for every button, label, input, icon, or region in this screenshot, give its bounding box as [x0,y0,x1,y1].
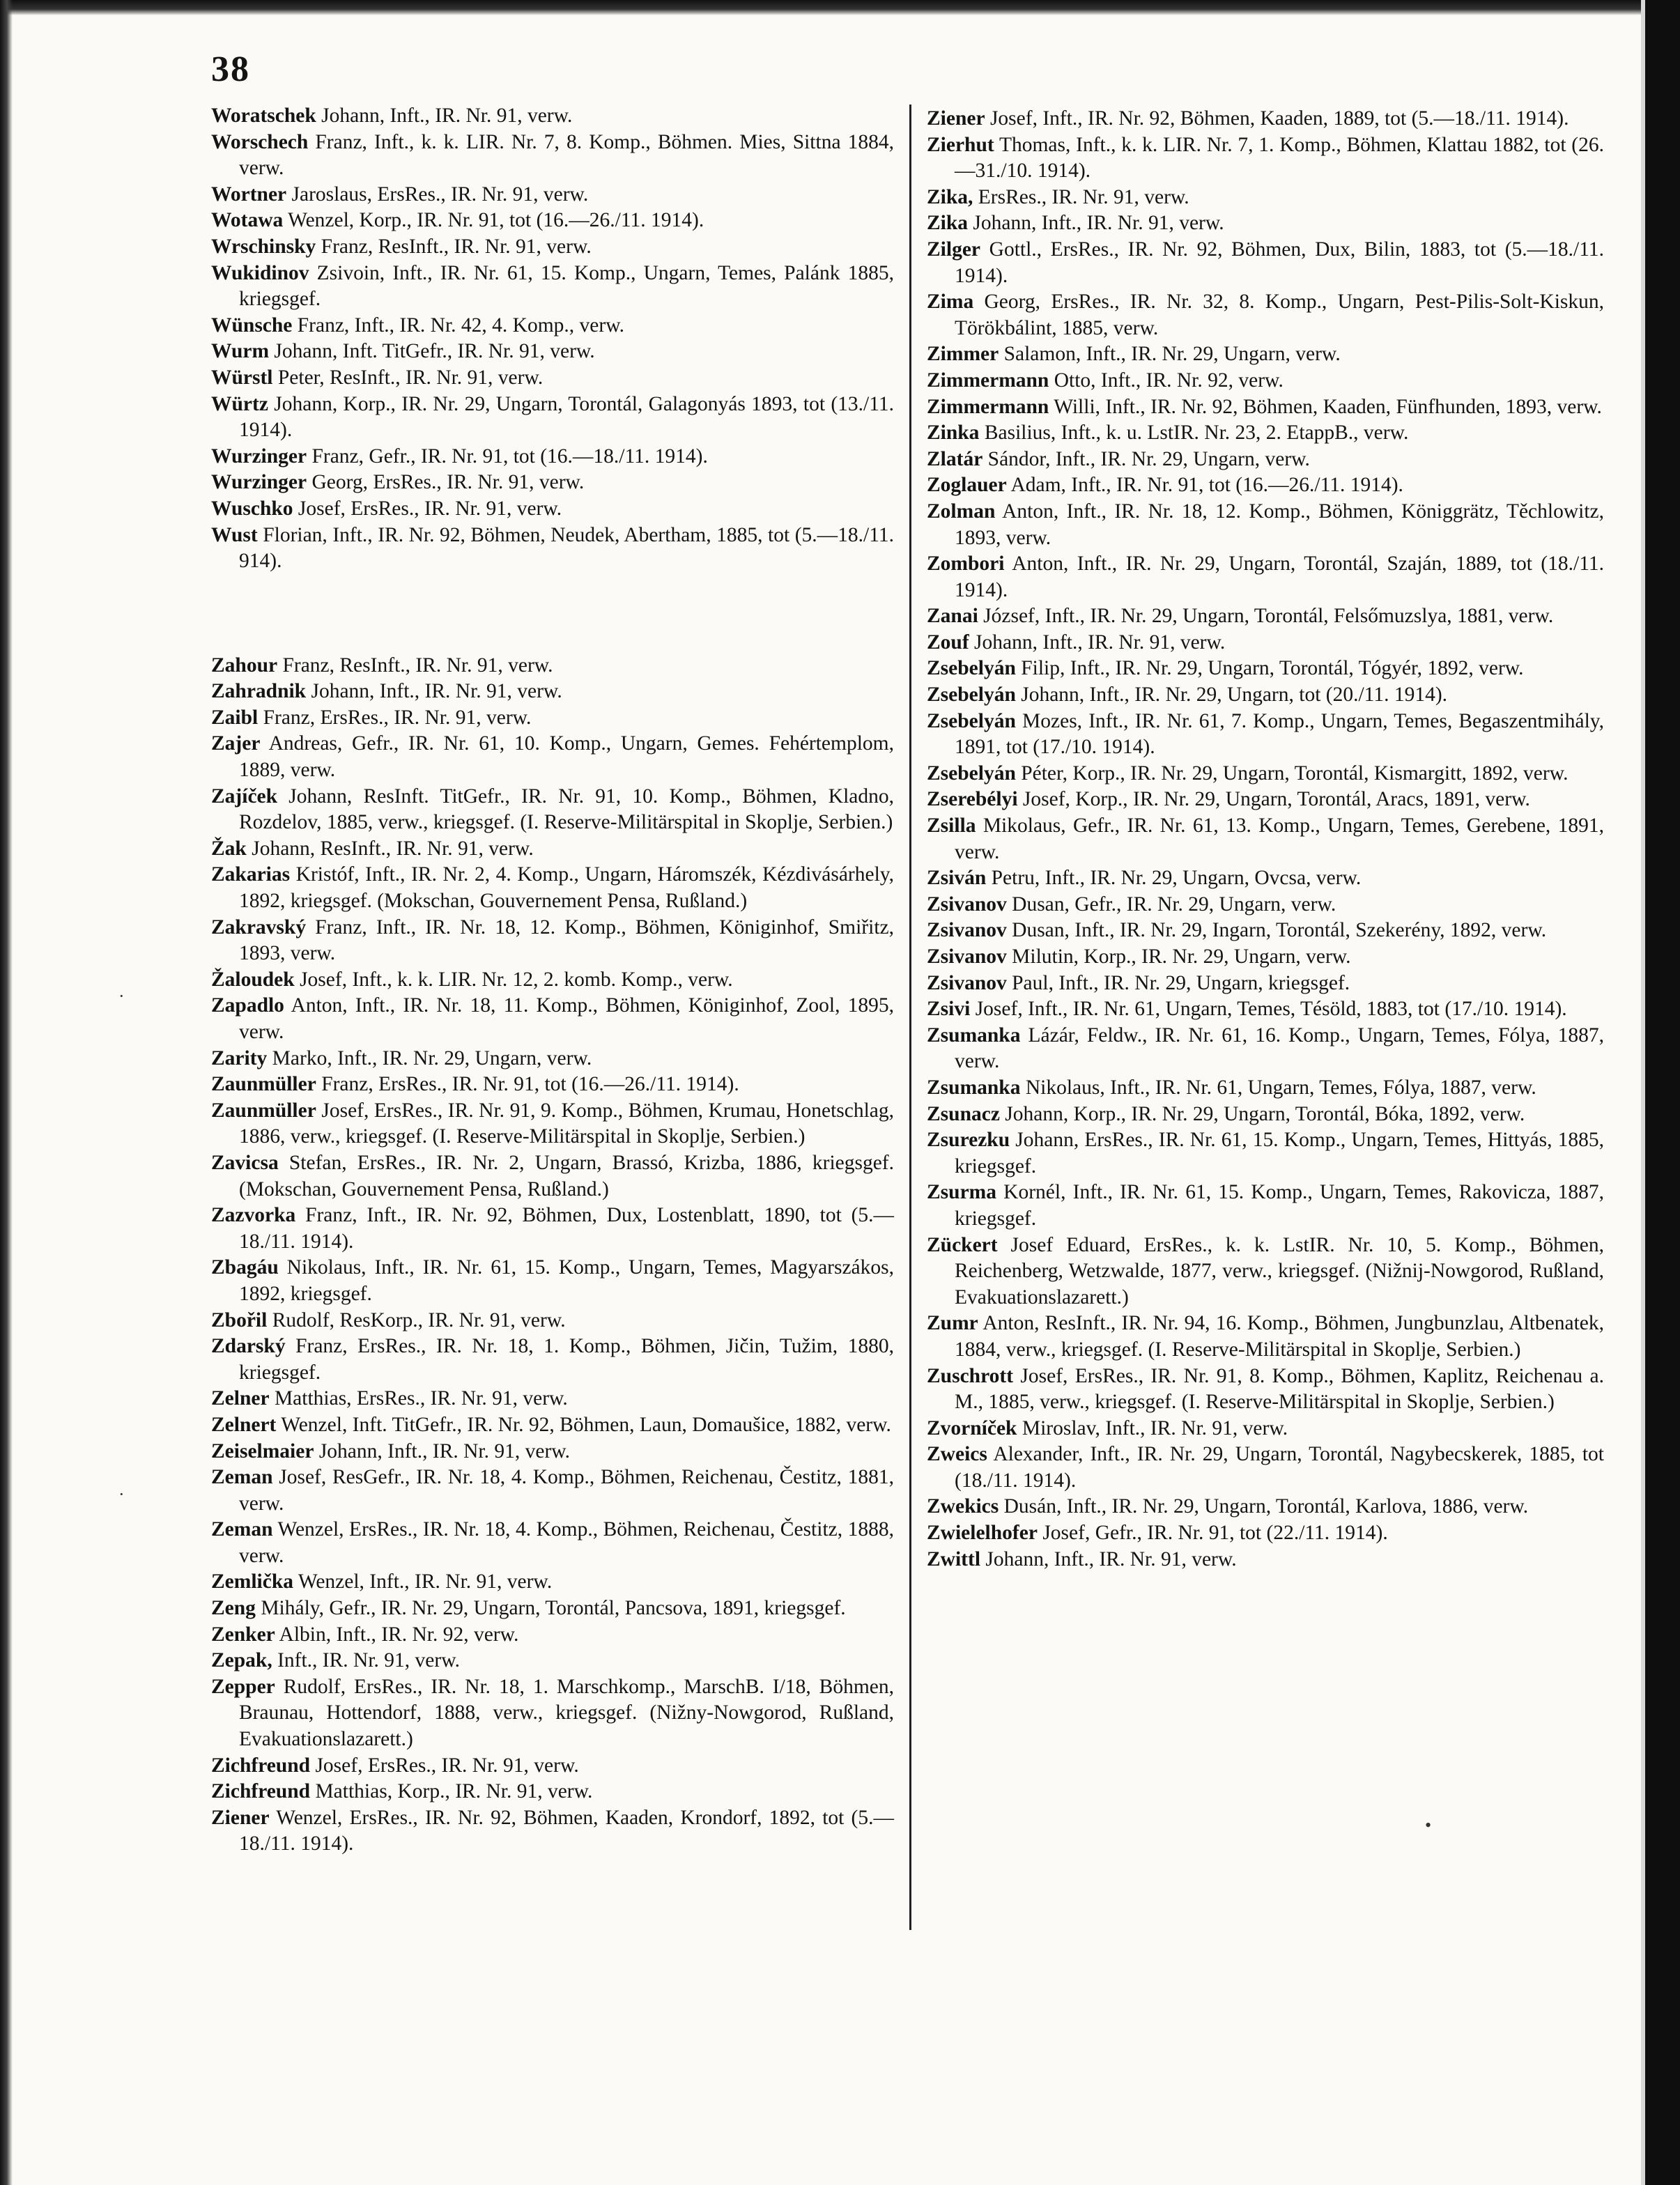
entry-details: József, Inft., IR. Nr. 29, Ungarn, Torontál, Felsőmuzslya, 1881, verw. [983,605,1554,628]
surname: Zolman [927,500,996,523]
surname: Wuschko [211,497,293,520]
list-item [927,1127,1604,1180]
entry-details: Johann, ErsRes., IR. Nr. 61, 15. Komp., Ungarn, Temes, Hittyás, 1885, kriegsgef. [955,1129,1604,1178]
surname: Zilger [927,238,981,261]
surname: Zemlička [211,1570,293,1593]
entry-details: Franz, Gefr., IR. Nr. 91, tot (16.—18./11. 1914). [311,445,708,468]
entry-details: Johann, Inft., IR. Nr. 91, verw. [311,680,562,703]
entry-details: Franz, ResInft., IR. Nr. 91, verw. [321,235,592,258]
list-item [211,1386,894,1412]
surname: Wünsche [211,314,293,337]
entry-details: Otto, Inft., IR. Nr. 92, verw. [1054,369,1284,392]
surname: Zelnert [211,1413,277,1436]
surname: Zaunmüller [211,1073,316,1096]
entry-details: Zsivoin, Inft., IR. Nr. 61, 15. Komp., Ungarn, Temes, Palánk 1885, kriegsgef. [239,261,894,311]
list-item [211,365,894,392]
entry-details: Milutin, Korp., IR. Nr. 29, Ungarn, verw. [1012,945,1351,968]
section-gap [211,575,894,653]
scan-edge-top [0,0,1680,15]
surname: Zazvorka [211,1204,296,1227]
surname: Zlatár [927,447,983,470]
list-item [211,653,894,679]
entry-details: Josef, Inft., k. k. LIR. Nr. 12, 2. komb. Komp., verw. [300,968,733,991]
list-item [211,1648,894,1674]
entry-details: ErsRes., IR. Nr. 91, verw. [978,185,1189,208]
list-item [927,813,1604,865]
entry-details: Matthias, ErsRes., IR. Nr. 91, verw. [274,1387,568,1410]
entry-details: Johann, Inft., IR. Nr. 29, Ungarn, tot (20./11. 1914). [1021,684,1448,707]
list-item [211,1098,894,1150]
surname: Zsivanov [927,971,1007,994]
list-item [927,709,1604,761]
surname: Zvorníček [927,1416,1017,1439]
entry-details: Josef, Inft., IR. Nr. 61, Ungarn, Temes, Tésöld, 1883, tot (17./10. 1914). [975,998,1567,1021]
entry-details: Josef, ResGefr., IR. Nr. 18, 4. Komp., Böhmen, Reichenau, Čestitz, 1881, verw. [239,1466,894,1515]
surname: Wust [211,523,258,546]
list-item [211,182,894,208]
surname: Wortner [211,183,287,206]
entry-details: Josef, ErsRes., IR. Nr. 91, verw. [315,1754,579,1777]
list-item [927,132,1604,185]
surname: Zakarias [211,863,291,886]
surname: Würtz [211,392,268,415]
list-item [211,523,894,575]
surname: Zsivanov [927,893,1007,916]
entry-details: Wenzel, Inft., IR. Nr. 91, verw. [298,1570,553,1593]
surname: Zouf [927,631,969,654]
surname: Zika, [927,185,973,208]
list-item [927,1547,1604,1573]
list-item [211,1334,894,1386]
entry-details: Florian, Inft., IR. Nr. 92, Böhmen, Neudek, Abertham, 1885, tot (5.—18./11. 914). [239,523,894,573]
entry-list-w [211,103,894,575]
list-item [927,1442,1604,1494]
entry-details: Adam, Inft., IR. Nr. 91, tot (16.—26./11. 1914). [1010,474,1403,497]
surname: Zika [927,212,969,235]
list-item [211,392,894,444]
surname: Wurm [211,340,270,363]
surname: Ziener [927,107,985,130]
surname: Zückert [927,1233,998,1256]
entry-details: Matthias, Korp., IR. Nr. 91, verw. [315,1780,593,1803]
surname: Zsumanka [927,1076,1021,1099]
list-item [211,444,894,470]
column-divider [909,105,911,1930]
list-item [927,1520,1604,1547]
list-item [211,1674,894,1753]
list-item [927,787,1604,813]
list-item [927,394,1604,421]
list-item [927,1233,1604,1311]
list-item [211,731,894,783]
surname: Zsivanov [927,919,1007,942]
list-item [211,1596,894,1622]
surname: Zavicsa [211,1151,279,1174]
entry-details: Franz, ErsRes., IR. Nr. 18, 1. Komp., Böhmen, Jičin, Tužim, 1880, kriegsgef. [239,1335,895,1384]
surname: Woratschek [211,105,316,127]
surname: Zwekics [927,1495,999,1518]
surname: Zimmermann [927,395,1049,418]
surname: Zwielelhofer [927,1522,1038,1545]
entry-details: Johann, Inft., IR. Nr. 91, verw. [985,1547,1237,1570]
list-item [927,892,1604,918]
list-item [211,1412,894,1439]
list-item [211,1465,894,1517]
list-item [927,551,1604,603]
entry-details: Thomas, Inft., k. k. LIR. Nr. 7, 1. Komp., Böhmen, Klattau 1882, tot (26.—31./10. 1914). [955,133,1604,183]
surname: Zwittl [927,1547,981,1570]
list-item [211,1255,894,1307]
scan-edge-left [0,0,13,2185]
surname: Ziener [211,1806,270,1829]
surname: Zeng [211,1597,256,1620]
entry-details: Wenzel, ErsRes., IR. Nr. 18, 4. Komp., Böhmen, Reichenau, Čestitz, 1888, verw. [239,1518,894,1567]
entry-details: Johann, Korp., IR. Nr. 29, Ungarn, Torontál, Bóka, 1892, verw. [1005,1102,1525,1125]
list-item [211,1046,894,1072]
surname: Žak [211,837,247,860]
list-item [211,836,894,863]
list-item [211,784,894,836]
entry-details: Lázár, Feldw., IR. Nr. 61, 16. Komp., Ungarn, Temes, Fólya, 1887, verw. [955,1024,1604,1073]
list-item [927,1311,1604,1363]
list-item [927,341,1604,368]
surname: Zakravský [211,916,307,939]
entry-details: Filip, Inft., IR. Nr. 29, Ungarn, Torontál, Tógyér, 1892, verw. [1021,657,1524,680]
entry-details: Andreas, Gefr., IR. Nr. 61, 10. Komp., Ungarn, Gemes. Fehértemplom, 1889, verw. [239,732,894,782]
entry-details: Basilius, Inft., k. u. LstIR. Nr. 23, 2. EtappB., verw. [984,422,1409,445]
entry-details: Jaroslaus, ErsRes., IR. Nr. 91, verw. [291,183,589,206]
surname: Zuschrott [927,1364,1014,1387]
entry-details: Dusán, Inft., IR. Nr. 29, Ungarn, Torontál, Karlova, 1886, verw. [1003,1495,1529,1518]
entry-details: Josef, ErsRes., IR. Nr. 91, verw. [298,497,562,520]
list-item [211,234,894,261]
list-item [211,1622,894,1649]
surname: Zichfreund [211,1754,311,1777]
list-item [927,971,1604,997]
page-number: 38 [211,49,250,89]
list-item [927,237,1604,289]
surname: Zoglauer [927,474,1007,497]
entry-details: Anton, ResInft., IR. Nr. 94, 16. Komp., Böhmen, Jungbunzlau, Altbenatek, 1884, verw., kriegsgef. (I. Reserve-Militärspital in Skoplje, Serbien.) [955,1312,1605,1361]
entry-details: Gottl., ErsRes., IR. Nr. 92, Böhmen, Dux, Bilin, 1883, tot (5.—18./11. 1914). [955,238,1605,287]
surname: Zajíček [211,785,278,808]
list-item [211,1150,894,1203]
entry-details: Alexander, Inft., IR. Nr. 29, Ungarn, Torontál, Nagybecskerek, 1885, tot (18./11. 1914). [955,1443,1604,1492]
surname: Zichfreund [211,1780,311,1803]
surname: Wurzinger [211,445,307,468]
entry-details: Rudolf, ResKorp., IR. Nr. 91, verw. [272,1308,566,1331]
surname: Zimmer [927,343,999,366]
list-item [211,313,894,339]
surname: Zepak, [211,1649,272,1672]
entry-details: Salamon, Inft., IR. Nr. 29, Ungarn, verw. [1003,343,1341,366]
list-item [211,915,894,967]
entry-details: Petru, Inft., IR. Nr. 29, Ungarn, Ovcsa, verw. [991,867,1362,890]
surname: Zepper [211,1675,275,1698]
surname: Zsunacz [927,1102,1000,1125]
list-item [211,1308,894,1334]
surname: Worschech [211,130,309,153]
list-item [927,106,1604,132]
list-item [211,1517,894,1569]
list-item [927,944,1604,971]
entry-details: Marko, Inft., IR. Nr. 29, Ungarn, verw. [272,1047,592,1070]
surname: Wrschinsky [211,235,316,258]
surname: Zdarský [211,1335,286,1358]
entry-details: Johann, Korp., IR. Nr. 29, Ungarn, Torontál, Galagonyás 1893, tot (13./11. 1914). [239,392,895,442]
entry-details: Willi, Inft., IR. Nr. 92, Böhmen, Kaaden, Fünfhunden, 1893, verw. [1054,395,1602,418]
list-item [211,1439,894,1465]
entry-details: Inft., IR. Nr. 91, verw. [277,1649,460,1672]
entry-details: Nikolaus, Inft., IR. Nr. 61, Ungarn, Temes, Fólya, 1887, verw. [1025,1076,1536,1099]
surname: Zsilla [927,814,976,837]
margin-mark: · [118,1484,125,1504]
entry-details: Johann, Inft., IR. Nr. 91, verw. [318,1439,571,1462]
list-item [927,996,1604,1023]
list-item [927,472,1604,499]
list-item [927,603,1604,630]
surname: Wotawa [211,209,284,232]
entry-details: Franz, ResInft., IR. Nr. 91, verw. [282,654,553,677]
surname: Zsebelyán [927,684,1016,707]
list-item [927,1364,1604,1416]
entry-details: Johann, ResInft. TitGefr., IR. Nr. 91, 10. Komp., Böhmen, Kladno, Rozdelov, 1885, verw., kriegsgef. (I. Reserve-Militärspital in Skoplje, Serbien.) [239,785,894,834]
list-item [927,289,1604,341]
entry-details: Franz, Inft., IR. Nr. 92, Böhmen, Dux, Lostenblatt, 1890, tot (5.—18./11. 1914). [239,1204,895,1253]
surname: Zbořil [211,1308,268,1331]
entry-list-z [211,653,894,1858]
list-item [927,1102,1604,1128]
list-item [927,210,1604,237]
surname: Zenker [211,1623,275,1646]
entry-details: Anton, Inft., IR. Nr. 18, 11. Komp., Böhmen, Königinhof, Zool, 1895, verw. [239,994,895,1043]
ink-dot: • [1425,1815,1432,1835]
surname: Zumr [927,1312,978,1335]
entry-details: Franz, Inft., IR. Nr. 18, 12. Komp., Böhmen, Königinhof, Smiřitz, 1893, verw. [239,916,894,965]
entry-details: Mihály, Gefr., IR. Nr. 29, Ungarn, Torontál, Pancsova, 1891, kriegsgef. [261,1597,846,1620]
margin-mark: · [118,986,125,1006]
surname: Zserebélyi [927,788,1018,811]
surname: Zsebelyán [927,709,1016,732]
entry-details: Johann, Inft., IR. Nr. 91, verw. [974,631,1226,654]
list-item [927,447,1604,473]
entry-details: Johann, Inft. TitGefr., IR. Nr. 91, verw. [274,340,595,363]
list-item [211,1569,894,1596]
surname: Zsurma [927,1181,996,1204]
list-item [211,1805,894,1858]
list-item [927,499,1604,551]
entry-details: Péter, Korp., IR. Nr. 29, Ungarn, Torontál, Kismargitt, 1892, verw. [1021,762,1569,785]
surname: Wukidinov [211,261,309,284]
surname: Zajer [211,732,261,755]
list-item [927,656,1604,682]
surname: Zsurezku [927,1129,1010,1152]
entry-details: Wenzel, Korp., IR. Nr. 91, tot (16.—26./11. 1914). [288,209,704,232]
list-item [927,1075,1604,1102]
list-item [211,496,894,523]
list-item [211,679,894,705]
entry-details: Johann, Inft., IR. Nr. 91, verw. [321,105,573,127]
list-item [211,993,894,1045]
surname: Zaibl [211,706,259,729]
surname: Zahradnik [211,680,307,703]
list-item [927,918,1604,944]
entry-details: Georg, ErsRes., IR. Nr. 32, 8. Komp., Ungarn, Pest-Pilis-Solt-Kiskun, Törökbálint, 1885, verw. [955,291,1604,339]
list-item [211,1203,894,1255]
list-item [211,130,894,182]
list-item [927,420,1604,447]
surname: Zimmermann [927,369,1049,392]
list-item [211,261,894,313]
list-item [927,1180,1604,1232]
surname: Wurzinger [211,471,307,494]
entry-details: Wenzel, Inft. TitGefr., IR. Nr. 92, Böhmen, Laun, Domaušice, 1882, verw. [281,1413,891,1436]
list-item [927,1023,1604,1075]
surname: Zsebelyán [927,657,1016,680]
surname: Würstl [211,366,273,389]
surname: Zombori [927,553,1005,576]
surname: Zarity [211,1047,268,1070]
list-item [211,339,894,365]
list-item [211,705,894,732]
surname: Zanai [927,605,978,628]
list-item [927,1416,1604,1442]
surname: Zahour [211,654,278,677]
list-item [927,630,1604,656]
list-item [211,1753,894,1779]
surname: Zeman [211,1466,273,1489]
surname: Zaunmüller [211,1099,316,1122]
list-item [927,1494,1604,1520]
list-item [927,865,1604,892]
entry-details: Dusan, Gefr., IR. Nr. 29, Ungarn, verw. [1012,893,1336,916]
entry-details: Josef, ErsRes., IR. Nr. 91, 8. Komp., Böhmen, Kaplitz, Reichenau a. M., 1885, verw., kriegsgef. (I. Reserve-Militärspital in Skoplje, Serbien.) [955,1364,1604,1414]
list-item [211,470,894,496]
entry-details: Peter, ResInft., IR. Nr. 91, verw. [277,366,544,389]
surname: Zeiselmaier [211,1439,314,1462]
surname: Zinka [927,422,980,445]
entry-details: Mikolaus, Gefr., IR. Nr. 61, 13. Komp., Ungarn, Temes, Gerebene, 1891, verw. [955,814,1604,863]
scan-edge-right [1645,0,1680,2185]
entry-details: Nikolaus, Inft., IR. Nr. 61, 15. Komp., Ungarn, Temes, Magyarszákos, 1892, kriegsgef. [239,1256,895,1305]
entry-details: Kristóf, Inft., IR. Nr. 2, 4. Komp., Ungarn, Háromszék, Kézdivásárhely, 1892, kriegsgef. (Mokschan, Gouvernement Pensa, Rußland.) [239,863,894,913]
list-item [211,1072,894,1098]
entry-details: Anton, Inft., IR. Nr. 29, Ungarn, Torontál, Szaján, 1889, tot (18./11. 1914). [955,553,1604,601]
surname: Zsumanka [927,1024,1021,1047]
entry-details: Sándor, Inft., IR. Nr. 29, Ungarn, verw. [987,447,1310,470]
surname: Zelner [211,1387,270,1410]
list-item [211,1779,894,1805]
entry-details: Johann, ResInft., IR. Nr. 91, verw. [252,837,534,860]
entry-details: Dusan, Inft., IR. Nr. 29, Ingarn, Torontál, Szekerény, 1892, verw. [1012,919,1547,942]
entry-list-z-continued [927,106,1604,1573]
entry-details: Franz, ErsRes., IR. Nr. 91, tot (16.—26./11. 1914). [321,1073,739,1096]
surname: Zeman [211,1518,273,1541]
list-item [211,862,894,914]
entry-details: Josef Eduard, ErsRes., k. k. LstIR. Nr. 10, 5. Komp., Böhmen, Reichenberg, Wetzwalde, 1877, verw., kriegsgef. (Nižnij-Nowgorod, Rußland, Evakuationslazarett.) [955,1233,1605,1308]
list-item [927,368,1604,394]
surname: Zsebelyán [927,762,1016,785]
surname: Zapadlo [211,994,284,1017]
entry-details: Franz, Inft., k. k. LIR. Nr. 7, 8. Komp., Böhmen. Mies, Sittna 1884, verw. [239,130,894,180]
surname: Zbagáu [211,1256,279,1279]
entry-details: Johann, Inft., IR. Nr. 91, verw. [973,212,1224,235]
list-item [927,185,1604,211]
surname: Zsivi [927,998,971,1021]
entry-details: Josef, Gefr., IR. Nr. 91, tot (22./11. 1914). [1042,1522,1388,1545]
list-item [927,682,1604,709]
list-item [211,967,894,994]
surname: Zsivanov [927,945,1007,968]
list-item [211,208,894,234]
list-item [927,761,1604,787]
surname: Zierhut [927,133,994,156]
right-column [927,106,1604,1573]
entry-details: Josef, Inft., IR. Nr. 92, Böhmen, Kaaden, 1889, tot (5.—18./11. 1914). [989,107,1569,130]
entry-details: Anton, Inft., IR. Nr. 18, 12. Komp., Böhmen, Königgrätz, Těchlowitz, 1893, verw. [955,500,1604,549]
entry-details: Josef, ErsRes., IR. Nr. 91, 9. Komp., Böhmen, Krumau, Honetschlag, 1886, verw., kriegsgef. (I. Reserve-Militärspital in Skoplje, Serbien.) [239,1099,895,1148]
entry-details: Josef, Korp., IR. Nr. 29, Ungarn, Torontál, Aracs, 1891, verw. [1022,788,1530,811]
entry-details: Rudolf, ErsRes., IR. Nr. 18, 1. Marschkomp., MarschB. I/18, Böhmen, Braunau, Hottendorf, 1888, verw., kriegsgef. (Nižny-Nowgorod, Rußland, Evakuationslazarett.) [239,1675,894,1751]
list-item [211,103,894,130]
left-column [211,103,894,1858]
surname: Zweics [927,1443,987,1466]
entry-details: Mozes, Inft., IR. Nr. 61, 7. Komp., Ungarn, Temes, Begaszentmihály, 1891, tot (17./10. 1914). [955,709,1605,759]
entry-details: Paul, Inft., IR. Nr. 29, Ungarn, kriegsgef. [1012,971,1350,994]
entry-details: Wenzel, ErsRes., IR. Nr. 92, Böhmen, Kaaden, Krondorf, 1892, tot (5.—18./11. 1914). [239,1806,894,1855]
entry-details: Stefan, ErsRes., IR. Nr. 2, Ungarn, Brassó, Krizba, 1886, kriegsgef. (Mokschan, Gouvernement Pensa, Rußland.) [239,1151,895,1200]
surname: Zima [927,291,974,314]
surname: Zsiván [927,867,987,890]
entry-details: Albin, Inft., IR. Nr. 92, verw. [279,1623,519,1646]
entry-details: Miroslav, Inft., IR. Nr. 91, verw. [1022,1416,1288,1439]
entry-details: Kornél, Inft., IR. Nr. 61, 15. Komp., Ungarn, Temes, Rakovicza, 1887, kriegsgef. [955,1181,1604,1230]
entry-details: Franz, ErsRes., IR. Nr. 91, verw. [263,706,532,729]
surname: Žaloudek [211,968,295,991]
entry-details: Franz, Inft., IR. Nr. 42, 4. Komp., verw. [297,314,624,337]
entry-details: Georg, ErsRes., IR. Nr. 91, verw. [311,471,585,494]
